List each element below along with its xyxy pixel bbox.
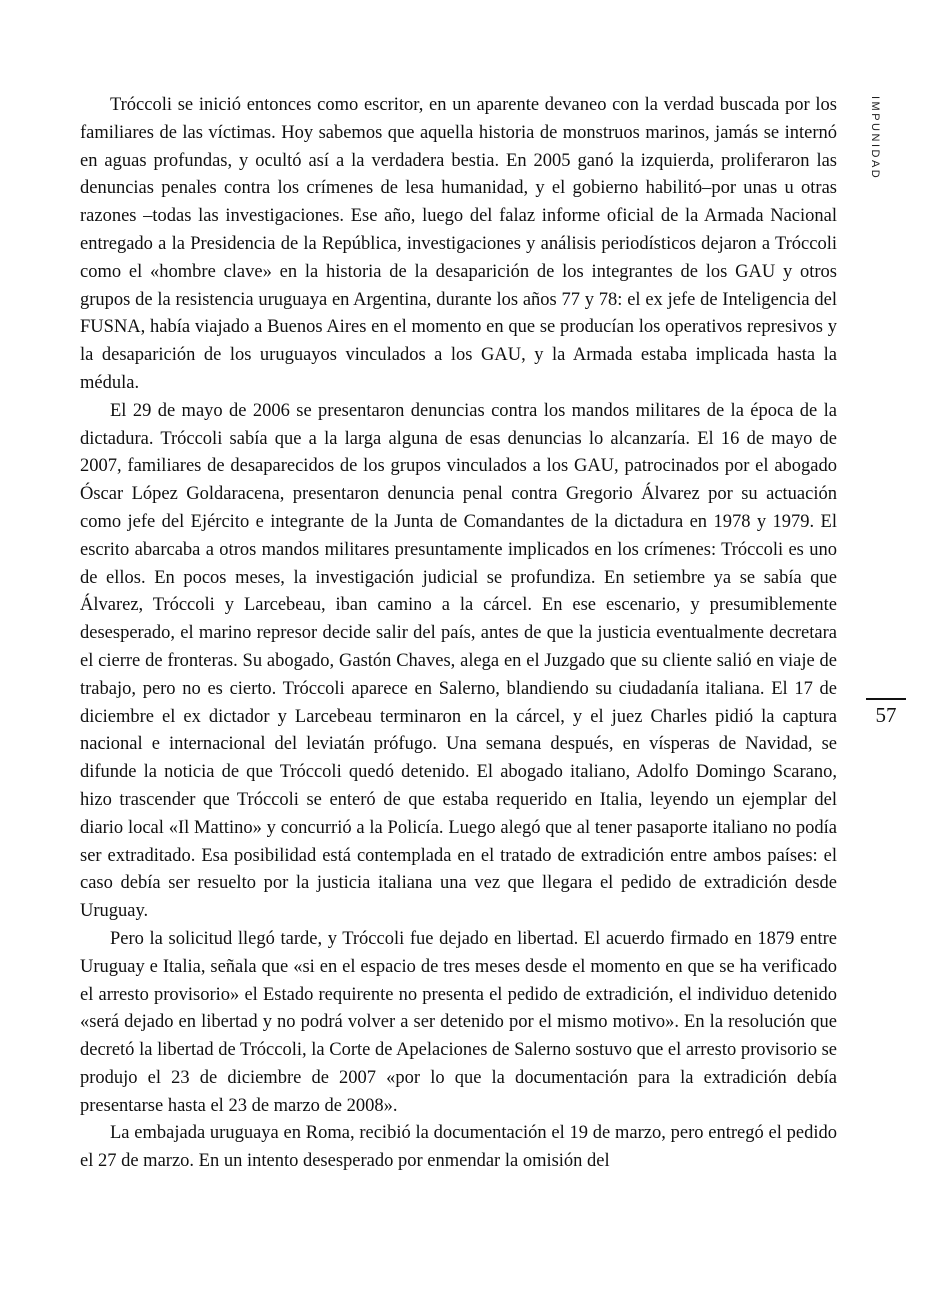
chapter-margin-label: IMPUNIDAD (869, 96, 881, 181)
body-paragraph: Tróccoli se inició entonces como escritor, en un aparente devaneo con la verdad buscada por los familiares de las víctimas. Hoy sabemos que aquella historia de monstruos marinos, jamás se internó en aguas profundas, y ocultó así a la verdadera bestia. En 2005 ganó la izquierda, proliferaron las denuncias penales contra los crímenes de lesa humanidad, y el gobierno habilitó–por unas u otras razones –todas las investigaciones. Ese año, luego del falaz informe oficial de la Armada Nacional entregado a la Presidencia de la República, investigaciones y análisis periodísticos dejaron a Tróccoli como el «hombre clave» en la historia de la desaparición de los integrantes de los GAU y otros grupos de la resistencia uruguaya en Argentina, durante los años 77 y 78: el ex jefe de Inteligencia del FUSNA, había viajado a Buenos Aires en el momento en que se producían los operativos represivos y la desaparición de los uruguayos vinculados a los GAU, y la Armada estaba implicada hasta la médula. (80, 95, 837, 393)
body-paragraph: La embajada uruguaya en Roma, recibió la documentación el 19 de marzo, pero entregó el pedido el 27 de marzo. En un intento desesperado por enmendar la omisión del (80, 1123, 837, 1172)
page-number-block (866, 698, 906, 726)
body-paragraph: El 29 de mayo de 2006 se presentaron denuncias contra los mandos militares de la época de la dictadura. Tróccoli sabía que a la larga alguna de esas denuncias lo alcanzaría. El 16 de mayo de 2007, familiares de desaparecidos de los grupos vinculados a los GAU, patrocinados por el abogado Óscar López Goldaracena, presentaron denuncia penal contra Gregorio Álvarez por su actuación como jefe del Ejército e integrante de la Junta de Comandantes de la dictadura en 1978 y 1979. El escrito abarcaba a otros mandos militares presuntamente implicados en los crímenes: Tróccoli es uno de ellos. En pocos meses, la investigación judicial se profundiza. En setiembre ya se sabía que Álvarez, Tróccoli y Larcebeau, iban camino a la cárcel. En ese escenario, y presumiblemente desesperado, el marino represor decide salir del país, antes de que la justicia eventualmente decretara el cierre de fronteras. Su abogado, Gastón Chaves, alega en el Juzgado que su cliente salió en viaje de trabajo, pero no es cierto. Tróccoli aparece en Salerno, blandiendo su ciudadanía italiana. El 17 de diciembre el ex dictador y Larcebeau terminaron en la cárcel, y el juez Charles pidió la captura nacional e internacional del leviatán prófugo. Una semana después, en vísperas de Navidad, se difunde la noticia de que Tróccoli quedó detenido. El abogado italiano, Adolfo Domingo Scarano, hizo trascender que Tróccoli se enteró de que estaba requerido en Italia, leyendo un ejemplar del diario local «Il Mattino» y concurrió a la Policía. Luego alegó que al tener pasaporte italiano no podía ser extraditado. Esa posibilidad está contemplada en el tratado de extradición entre ambos países: el caso debía ser resuelto por la justicia italiana una vez que llegara el pedido de extradición desde Uruguay. (80, 400, 837, 922)
page-number: 57 (875, 703, 897, 727)
body-paragraph: Pero la solicitud llegó tarde, y Tróccoli fue dejado en libertad. El acuerdo firmado en 1879 entre Uruguay e Italia, señala que «si en el espacio de tres meses desde el momento en que se ha verificado el arresto provisorio» el Estado requirente no presenta el pedido de extradición, el individuo detenido «será dejado en libertad y no podrá volver a ser detenido por el mismo motivo». En la resolución que decretó la libertad de Tróccoli, la Corte de Apelaciones de Salerno sostuvo que el arresto provisorio se produjo el 23 de diciembre de 2007 «por lo que la documentación para la extradición debía presentarse hasta el 23 de marzo de 2008». (80, 928, 837, 1116)
page-number-rule (866, 698, 906, 700)
body-text-block (80, 92, 837, 1176)
